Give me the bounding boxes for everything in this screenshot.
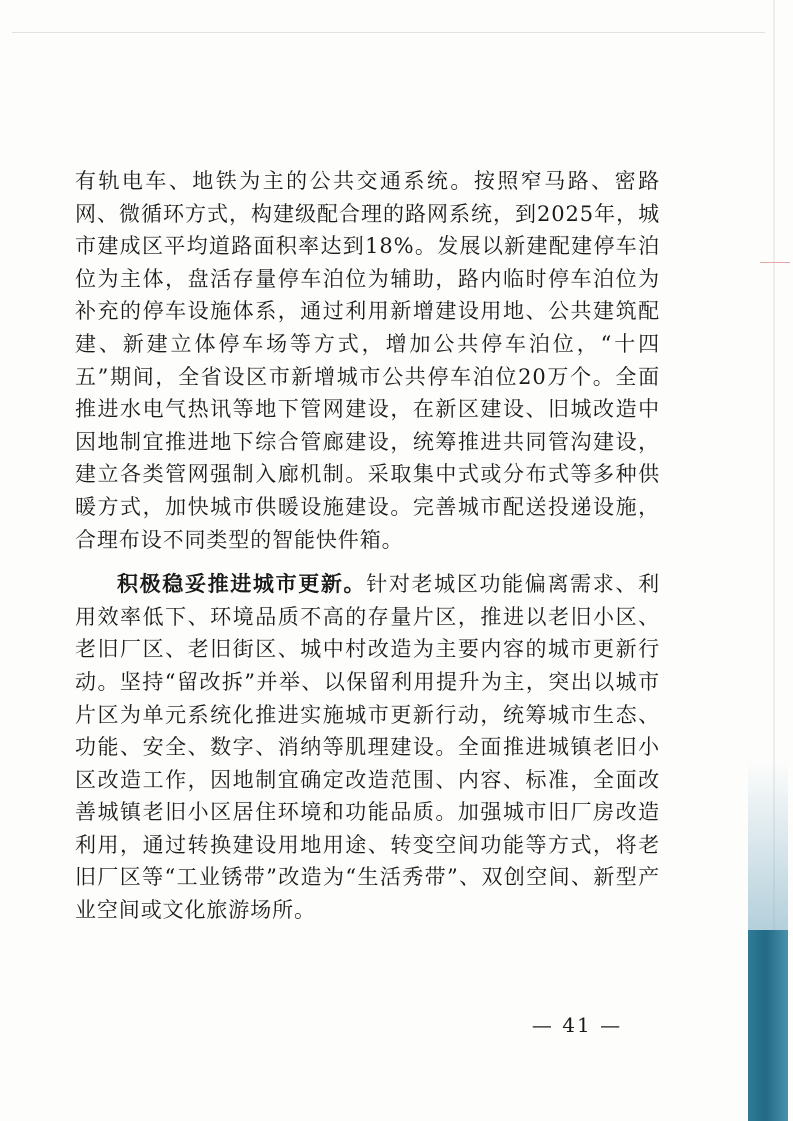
- paragraph-1: 有轨电车、地铁为主的公共交通系统。按照窄马路、密路网、微循环方式，构建级配合理的路网系统，到2025年，城市建成区平均道路面积率达到18%。发展以新建配建停车泊位为主体，盘活存量停车泊位为辅助，路内临时停车泊位为补充的停车设施体系，通过利用新增建设用地、公共建筑配建、新建立体停车场等方式，增加公共停车泊位，“十四五”期间，全省设区市新增城市公共停车泊位20万个。全面推进水电气热讯等地下管网建设，在新区建设、旧城改造中因地制宜推进地下综合管廊建设，统筹推进共同管沟建设，建立各类管网强制入廊机制。采取集中式或分布式等多种供暖方式，加快城市供暖设施建设。完善城市配送投递设施，合理布设不同类型的智能快件箱。: [75, 169, 660, 552]
- page-number: — 41 —: [531, 1013, 623, 1037]
- paragraph-2-lead: 积极稳妥推进城市更新。: [117, 571, 367, 597]
- side-color-band: [748, 930, 788, 1121]
- paragraph-2-body: 针对老城区功能偏离需求、利用效率低下、环境品质不高的存量片区，推进以老旧小区、老旧厂区、老旧街区、城中村改造为主要内容的城市更新行动。坚持“留改拆”并举、以保留利用提升为主，突出以城市片区为单元系统化推进实施城市更新行动，统筹城市生态、功能、安全、数字、消纳等肌理建设。全面推进城镇老旧小区改造工作，因地制宜确定改造范围、内容、标准，全面改善城镇老旧小区居住环境和功能品质。加强城市旧厂房改造利用，通过转换建设用地用途、转变空间功能等方式，将老旧厂区等“工业锈带”改造为“生活秀带”、双创空间、新型产业空间或文化旅游场所。: [75, 572, 660, 923]
- body-text: [75, 165, 660, 927]
- paragraph-2: [75, 568, 660, 927]
- side-margin-mark: [760, 262, 790, 263]
- side-color-fade: [748, 760, 788, 930]
- scan-top-edge: [12, 32, 765, 33]
